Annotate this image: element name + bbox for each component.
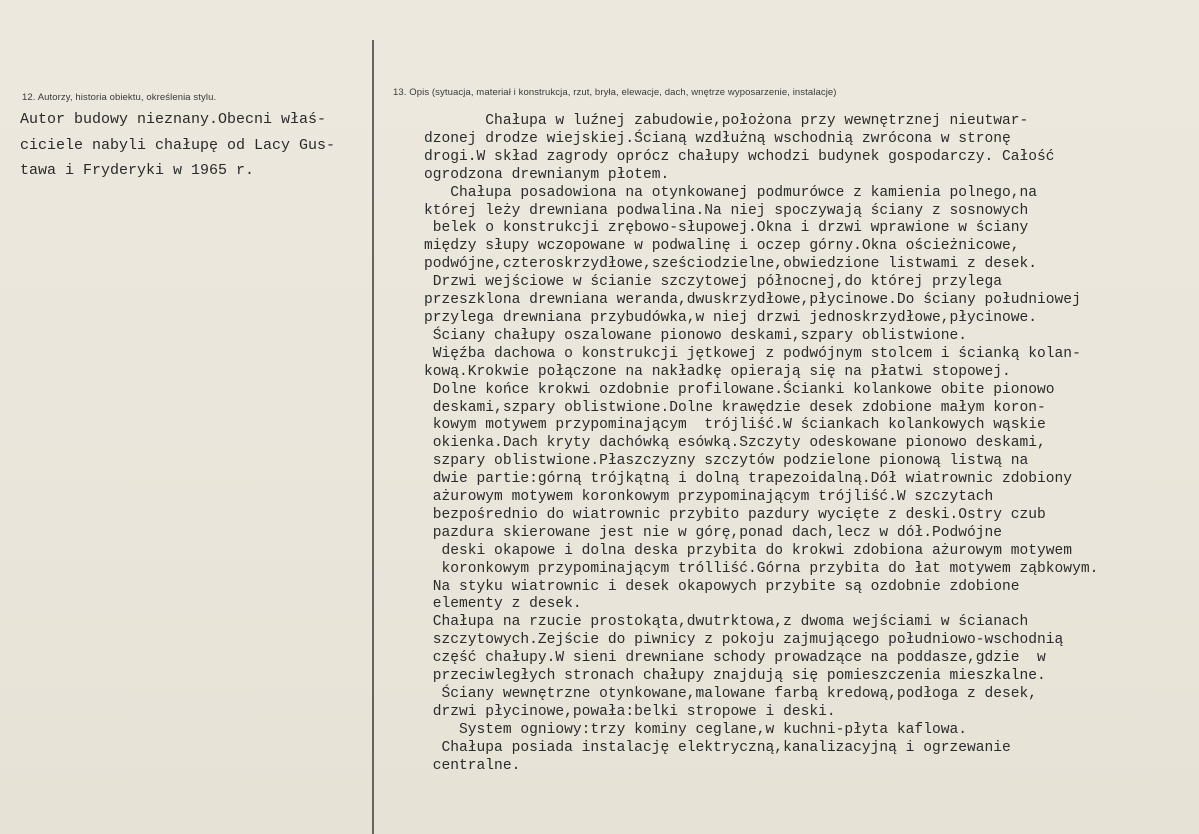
text-line: podwójne,czteroskrzydłowe,sześciodzielne,obwiedzione listwami z desek. bbox=[424, 256, 1038, 273]
text-line: Ściany wewnętrzne otynkowane,malowane farbą kredową,podłoga z desek, bbox=[424, 686, 1038, 702]
text-line: ciciele nabyli chałupę od Lacy Gus- bbox=[20, 136, 336, 154]
text-line: między słupy wczopowane w podwalinę i oczep górny.Okna ościeżnicowe, bbox=[424, 238, 1020, 255]
text-line: ogrodzona drewnianym płotem. bbox=[424, 166, 670, 183]
text-line: przeszklona drewniana weranda,dwuskrzydłowe,płycinowe.Do ściany południowej bbox=[424, 292, 1081, 309]
text-line: Na styku wiatrownic i desek okapowych przybite są ozdobnie zdobione bbox=[424, 578, 1020, 595]
text-line: okienka.Dach kryty dachówką esówką.Szczyty odeskowane pionowo deskami, bbox=[424, 435, 1046, 452]
section-12-text bbox=[20, 107, 365, 184]
column-divider bbox=[372, 40, 374, 834]
section-13-label: 13. Opis (sytuacja, materiał i konstrukcja, rzut, bryła, elewacje, dach, wnętrze wyposarzenie, instalacje) bbox=[393, 87, 837, 98]
text-line: Dolne końce krokwi ozdobnie profilowane.Ścianki kolankowe obite pionowo bbox=[424, 381, 1055, 398]
section-12-label: 12. Autorzy, historia obiektu, określenia stylu. bbox=[22, 92, 217, 103]
text-line: centralne. bbox=[424, 757, 521, 774]
text-line: Chałupa posiada instalację elektryczną,kanalizacyjną i ogrzewanie bbox=[424, 739, 1011, 756]
text-line: część chałupy.W sieni drewniane schody prowadzące na poddasze,gdzie w bbox=[424, 650, 1046, 667]
text-line: dwie partie:górną trójkątną i dolną trapezoidalną.Dół wiatrownic zdobiony bbox=[424, 471, 1073, 488]
text-line: kową.Krokwie połączone na nakładkę opierają się na płatwi stopowej. bbox=[424, 363, 1011, 380]
text-line: drogi.W skład zagrody oprócz chałupy wchodzi budynek gospodarczy. Całość bbox=[424, 148, 1055, 165]
text-line: przeciwległych stronach chałupy znajdują się pomieszczenia mieszkalne. bbox=[424, 668, 1046, 685]
text-line: pazdura skierowane jest nie w górę,ponad dach,lecz w dół.Podwójne bbox=[424, 524, 1003, 541]
text-line: Ściany chałupy oszalowane pionowo deskami,szpary oblistwione. bbox=[424, 327, 967, 344]
text-line: szczytowych.Zejście do piwnicy z pokoju zajmującego południowo-wschodnią bbox=[424, 632, 1064, 649]
text-line: kowym motywem przypominającym trójliść.W ściankach kolankowych wąskie bbox=[424, 417, 1046, 434]
text-line: której leży drewniana podwalina.Na niej spoczywają ściany z sosnowych bbox=[424, 202, 1029, 219]
text-line: Drzwi wejściowe w ścianie szczytowej północnej,do której przylega bbox=[424, 274, 1003, 291]
text-line: przylega drewniana przybudówka,w niej drzwi jednoskrzydłowe,płycinowe. bbox=[424, 309, 1038, 326]
text-line: Więźba dachowa o konstrukcji jętkowej z podwójnym stolcem i ścianką kolan- bbox=[424, 345, 1081, 362]
text-line: ażurowym motywem koronkowym przypominającym trójliść.W szczytach bbox=[424, 489, 994, 506]
text-line: koronkowym przypominającym trólliść.Górna przybita do łat motywem ząbkowym. bbox=[424, 560, 1099, 577]
text-line: Chałupa w luźnej zabudowie,położona przy wewnętrznej nieutwar- bbox=[424, 113, 1029, 129]
text-line: elementy z desek. bbox=[424, 596, 582, 613]
text-line: Autor budowy nieznany.Obecni właś- bbox=[20, 111, 327, 128]
section-13-text bbox=[424, 113, 1174, 776]
text-line: belek o konstrukcji zrębowo-słupowej.Okna i drzwi wprawione w ściany bbox=[424, 220, 1029, 237]
text-line: System ogniowy:trzy kominy ceglane,w kuchni-płyta kaflowa. bbox=[424, 721, 967, 738]
text-line: Chałupa posadowiona na otynkowanej podmurówce z kamienia polnego,na bbox=[424, 184, 1038, 201]
text-line: bezpośrednio do wiatrownic przybito pazdury wycięte z deski.Ostry czub bbox=[424, 506, 1046, 523]
text-line: szpary oblistwione.Płaszczyzny szczytów podzielone pionową listwą na bbox=[424, 453, 1029, 470]
text-line: deskami,szpary oblistwione.Dolne krawędzie desek zdobione małym koron- bbox=[424, 399, 1046, 416]
text-line: drzwi płycinowe,powała:belki stropowe i deski. bbox=[424, 703, 836, 720]
text-line: Chałupa na rzucie prostokąta,dwutrktowa,z dwoma wejściami w ścianach bbox=[424, 614, 1029, 631]
text-line: deski okapowe i dolna deska przybita do krokwi zdobiona ażurowym motywem bbox=[424, 542, 1073, 559]
text-line: tawa i Fryderyki w 1965 r. bbox=[20, 162, 255, 179]
text-line: dzonej drodze wiejskiej.Ścianą wzdłużną wschodnią zwrócona w stronę bbox=[424, 130, 1011, 147]
